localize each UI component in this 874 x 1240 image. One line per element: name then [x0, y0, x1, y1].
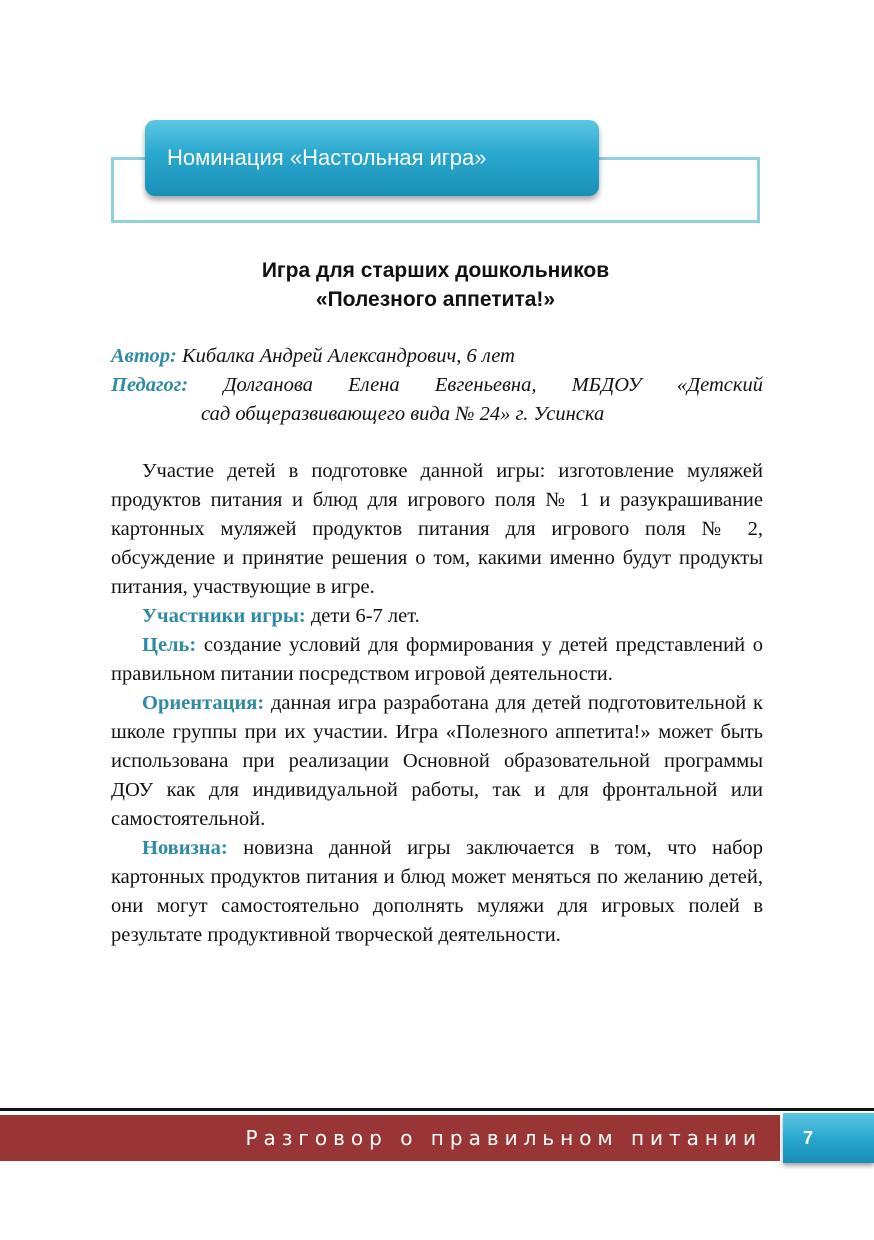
- goal-paragraph: [111, 631, 763, 689]
- title-line-1: Игра для старших дошкольников: [261, 259, 610, 282]
- author-line: [111, 342, 763, 371]
- orientation-label: Ориентация:: [142, 692, 265, 714]
- teacher-label: Педагог:: [111, 374, 189, 396]
- title-line-2: «Полезного аппетита!»: [315, 288, 556, 311]
- page-number-badge: [783, 1113, 874, 1163]
- intro-paragraph: Участие детей в подготовке данной игры: изготовление муляжей продуктов питания и блюд для игрового поля № 1 и разукрашивание картонных муляжей продуктов питания для игрового поля № 2, обсуждение и принятие решения о том, какими именно будут продукты питания, участвующие в игре.: [111, 460, 763, 598]
- body-text: [111, 457, 763, 950]
- teacher-value-line-1: Долганова Елена Евгеньевна, МБДОУ «Детский: [188, 374, 763, 396]
- teacher-line: [111, 371, 763, 400]
- page-number: 7: [803, 1128, 814, 1148]
- goal-text: создание условий для формирования у детей представлений о правильном питании посредством игровой деятельности.: [111, 634, 763, 685]
- teacher-line-2: [111, 400, 763, 429]
- footer-bar: [0, 1115, 780, 1161]
- novelty-paragraph: [111, 834, 763, 950]
- nomination-label: Номинация «Настольная игра»: [167, 145, 487, 170]
- author-label: Автор:: [111, 345, 177, 367]
- novelty-text: новизна данной игры заключается в том, что набор картонных продуктов питания и блюд может меняться по желанию детей, они могут самостоятельно дополнять муляжи для игровых полей в результате продуктивной творческой деятельности.: [111, 837, 763, 946]
- participants-label: Участники игры:: [142, 605, 306, 627]
- novelty-label: Новизна:: [142, 837, 228, 859]
- nomination-banner: [145, 120, 599, 196]
- orientation-text: данная игра разработана для детей подготовительной к школе группы при их участии. Игра «Полезного аппетита!» может быть использована при реализации Основной образовательной программы ДОУ как для индивидуальной работы, так и для фронтальной или самостоятельной.: [111, 692, 763, 830]
- participants-text: дети 6-7 лет.: [305, 605, 420, 627]
- participants-paragraph: [111, 602, 763, 631]
- orientation-paragraph: [111, 689, 763, 834]
- goal-label: Цель:: [142, 634, 197, 656]
- footer-title: Разговор о правильном питании: [245, 1126, 762, 1150]
- author-value: Кибалка Андрей Александрович, 6 лет: [176, 345, 515, 367]
- credits-block: [111, 342, 763, 429]
- game-title: [111, 256, 760, 314]
- footer-divider: [0, 1108, 874, 1111]
- teacher-value-line-2: сад общеразвивающего вида № 24» г. Усинска: [201, 403, 605, 425]
